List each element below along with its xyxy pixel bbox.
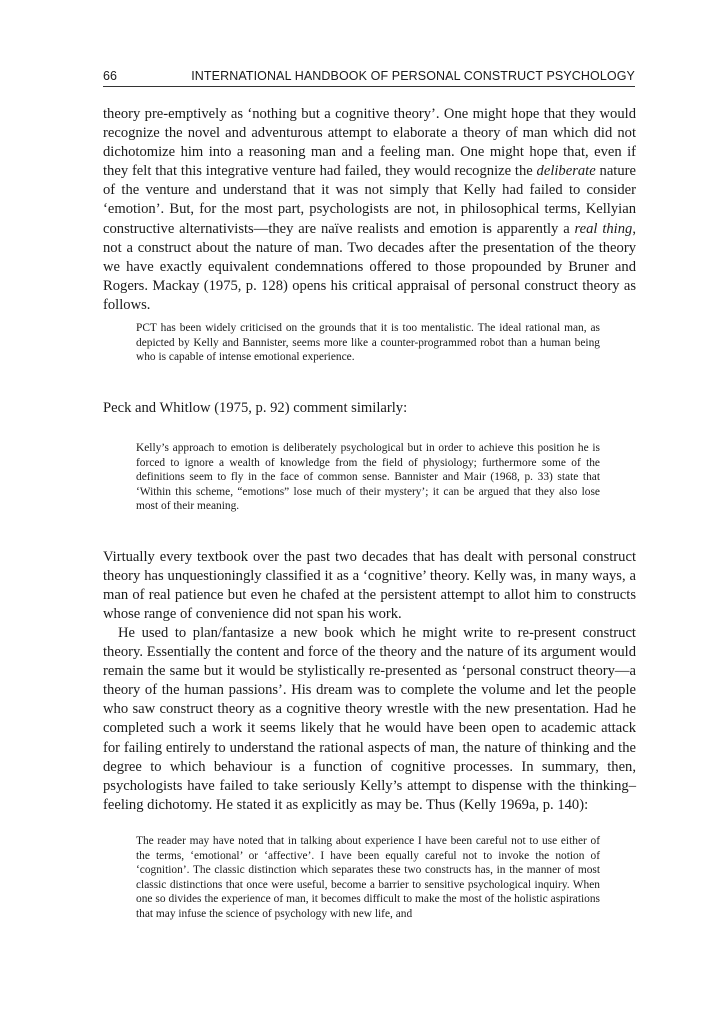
paragraph-2: Peck and Whitlow (1975, p. 92) comment similarly: xyxy=(103,400,408,416)
page-number: 66 xyxy=(103,69,118,83)
paragraph-1 xyxy=(103,105,636,315)
paragraph-1-text-b: nature of the venture and understand that it was not simply that Kelly had failed to consider ‘emotion’. But, for the most part, psychologists are not, in philosophical terms, Kellyian constructive alternativists—they are naïve realists and emotion is apparently a xyxy=(103,163,636,237)
block-quote-kelly: The reader may have noted that in talking about experience I have been careful not to use either of the terms, ‘emotional’ or ‘affective’. I have been equally careful not to invoke the notion of ‘cognition’. The classic distinction which separates these two constructs has, in the manner of most classic distinctions that once were useful, become a barrier to sensitive psychological inquiry. When one so divides the experience of man, it becomes difficult to make the most of the holistic aspirations that may infuse the science of psychology with new life, and xyxy=(136,835,600,920)
paragraph-1-italic-deliberate: deliberate xyxy=(536,163,596,180)
paragraph-1-italic-real-thing: real thing xyxy=(574,220,633,237)
running-head-title: INTERNATIONAL HANDBOOK OF PERSONAL CONSTRUCT PSYCHOLOGY xyxy=(191,69,635,83)
block-quote-peck-whitlow: Kelly’s approach to emotion is deliberately psychological but in order to achieve this position he is forced to ignore a wealth of knowledge from the field of physiology; furthermore some of the definitions seem to fly in the face of common sense. Bannister and Mair (1968, p. 33) state that ‘Within this scheme, “emotions” lose much of their mystery’; it can be argued that they also lose most of their meaning. xyxy=(136,442,600,512)
paragraph-1-text-c: , not a construct about the nature of man. Two decades after the presentation of the theory we have exactly equivalent condemnations offered to those propounded by Bruner and Rogers. Mackay (1975, p. 128) opens his critical appraisal of personal construct theory as follows. xyxy=(103,220,636,313)
block-quote-mackay: PCT has been widely criticised on the grounds that it is too mentalistic. The ideal rational man, as depicted by Kelly and Bannister, seems more like a counter-programmed robot than a human being who is capable of intense emotional experience. xyxy=(136,322,600,363)
paragraph-3: Virtually every textbook over the past two decades that has dealt with personal construct theory has unquestioningly classified it as a ‘cognitive’ theory. Kelly was, in many ways, a man of real patience but even he chafed at the persistent attempt to allot him to constructs whose range of convenience did not span his work. xyxy=(103,549,636,623)
running-header xyxy=(103,64,635,87)
paragraph-1-text-a: theory pre-emptively as ‘nothing but a cognitive theory’. One might hope that they would recognize the novel and adventurous attempt to elaborate a theory of man which did not dichotomize him into a reasoning man and a feeling man. One might hope that, even if they felt that this integrative venture had failed, they would recognize the xyxy=(103,106,636,180)
paragraph-4: He used to plan/fantasize a new book which he might write to re-present construct theory. Essentially the content and force of the theory and the nature of its argument would remain the same but it would be stylistically re-presented as ‘personal construct theory—a theory of the human passions’. His dream was to complete the volume and let the people who saw construct theory as a cognitive theory wrestle with the new presentation. Had he completed such a work it seems likely that he would have been open to academic attack for failing entirely to understand the rational aspects of man, the nature of thinking and the degree to which behaviour is a function of cognitive processes. In summary, then, psychologists have failed to take seriously Kelly’s attempt to dispense with the thinking–feeling dichotomy. He stated it as explicitly as may be. Thus (Kelly 1969a, p. 140): xyxy=(103,625,636,813)
